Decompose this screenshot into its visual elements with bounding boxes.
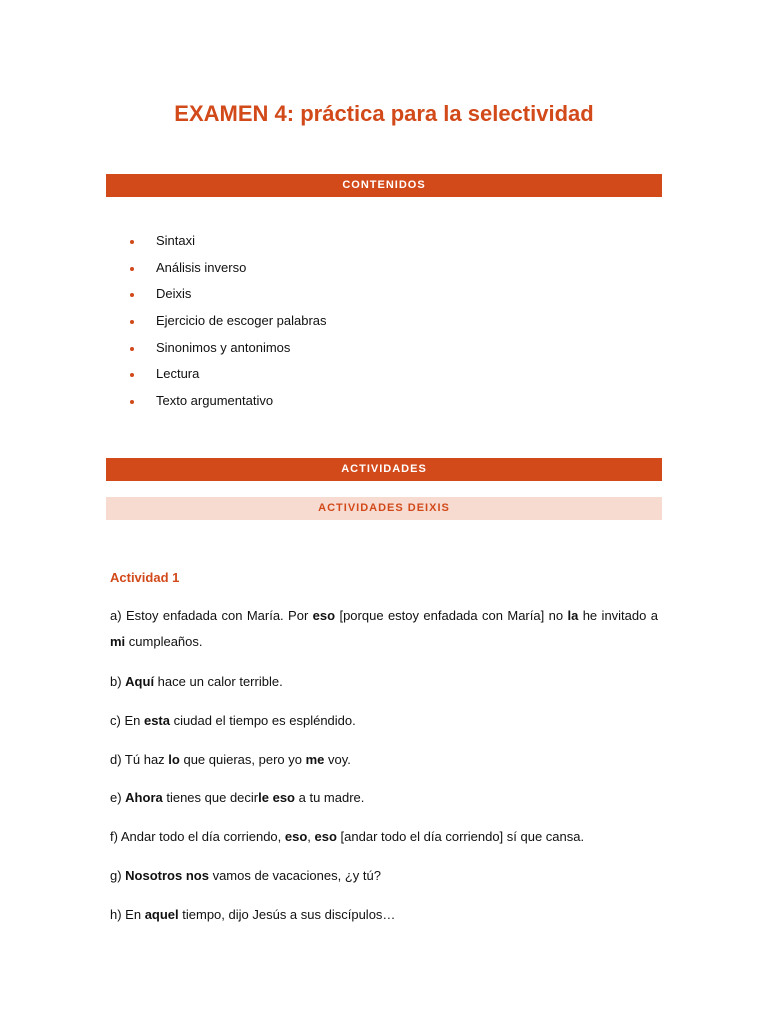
bullet-icon xyxy=(130,293,134,297)
exercise-item-b: b) Aquí hace un calor terrible. xyxy=(110,674,283,689)
list-item-label: Sintaxi xyxy=(156,233,196,248)
list-item xyxy=(130,361,327,388)
list-item-label: Texto argumentativo xyxy=(156,393,274,409)
bullet-icon xyxy=(130,240,134,244)
exercise-item-c: c) En esta ciudad el tiempo es espléndido. xyxy=(110,713,356,728)
exercise-item-g: g) Nosotros nos vamos de vacaciones, ¿y tú? xyxy=(110,868,381,883)
list-item-label: Ejercicio de escoger palabras xyxy=(156,313,327,329)
exercise-item-e: e) Ahora tienes que decirle eso a tu madre. xyxy=(110,790,365,805)
activity-heading: Actividad 1 xyxy=(110,570,180,585)
list-item xyxy=(130,281,327,308)
section-banner-contenidos: CONTENIDOS xyxy=(106,174,662,197)
exercise-item-f: f) Andar todo el día corriendo, eso, eso [andar todo el día corriendo] sí que cansa. xyxy=(110,829,585,844)
exercise-item-a: a) Estoy enfadada con María. Por eso [porque estoy enfadada con María] no la he invitado a mi cumpleaños. xyxy=(110,608,658,649)
list-item-label: Sinonimos y antonimos xyxy=(156,339,291,355)
list-item xyxy=(130,335,327,362)
bullet-icon xyxy=(130,347,134,351)
list-item-label: Lectura xyxy=(156,366,200,382)
bullet-icon xyxy=(130,320,134,324)
exercise-item-h: h) En aquel tiempo, dijo Jesús a sus discípulos… xyxy=(110,907,396,922)
list-item xyxy=(130,255,327,282)
contents-list xyxy=(130,228,327,415)
list-item-label: Análisis inverso xyxy=(156,259,247,275)
section-banner-actividades-deixis: ACTIVIDADES DEIXIS xyxy=(106,497,662,520)
list-item xyxy=(130,228,327,255)
bullet-icon xyxy=(130,373,134,377)
section-banner-actividades: ACTIVIDADES xyxy=(106,458,662,481)
bullet-icon xyxy=(130,400,134,404)
page-title: EXAMEN 4: práctica para la selectividad xyxy=(174,101,594,126)
list-item xyxy=(130,388,327,415)
list-item-label: Deixis xyxy=(156,286,192,302)
exercise-item-d: d) Tú haz lo que quieras, pero yo me voy. xyxy=(110,752,351,767)
bullet-icon xyxy=(130,267,134,271)
list-item xyxy=(130,308,327,335)
